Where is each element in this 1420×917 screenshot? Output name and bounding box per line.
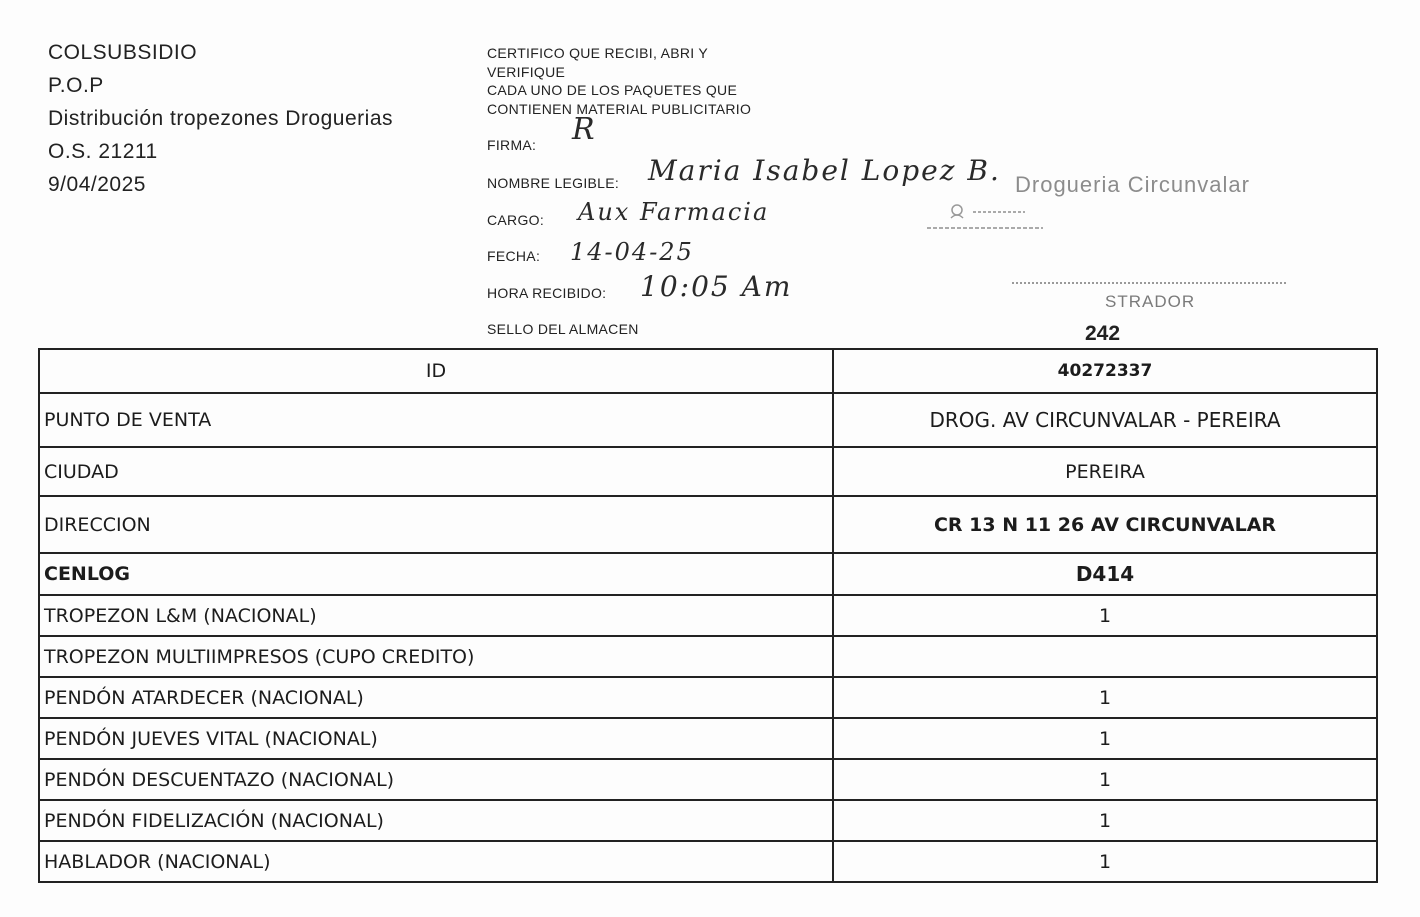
- item-qty: 1: [833, 800, 1377, 841]
- row-value: DROG. AV CIRCUNVALAR - PEREIRA: [833, 393, 1377, 447]
- cert-line: CADA UNO DE LOS PAQUETES QUE: [487, 82, 738, 98]
- item-label: PENDÓN ATARDECER (NACIONAL): [39, 677, 833, 718]
- stamp-divider: [1012, 282, 1286, 284]
- route-code: 242: [1085, 322, 1121, 345]
- item-qty: 1: [833, 718, 1377, 759]
- table-row: [39, 496, 1377, 553]
- item-label: TROPEZON L&M (NACIONAL): [39, 595, 833, 636]
- cert-line: VERIFIQUE: [487, 63, 566, 80]
- certification-text: [487, 44, 827, 118]
- cargo-label: CARGO:: [487, 212, 545, 228]
- distribution-description: Distribución tropezones Droguerias: [48, 107, 393, 130]
- item-qty: 1: [833, 759, 1377, 800]
- item-qty: 1: [833, 841, 1377, 882]
- item-qty: 1: [833, 677, 1377, 718]
- store-stamp: Drogueria Circunvalar: [1015, 172, 1250, 197]
- sello-label: SELLO DEL ALMACEN: [487, 321, 639, 337]
- delivery-table: [38, 348, 1378, 883]
- stamp-role: STRADOR: [1105, 292, 1196, 311]
- table-row: [39, 447, 1377, 496]
- header-block: [48, 36, 393, 201]
- item-label: PENDÓN FIDELIZACIÓN (NACIONAL): [39, 800, 833, 841]
- row-label: PUNTO DE VENTA: [39, 393, 833, 447]
- id-label: ID: [39, 349, 833, 393]
- item-qty: 1: [833, 595, 1377, 636]
- table-row: [39, 841, 1377, 882]
- handwritten-fecha: 14-04-25: [570, 238, 694, 266]
- table-row: [39, 677, 1377, 718]
- table-row: [39, 349, 1377, 393]
- table-row: [39, 759, 1377, 800]
- row-value: CR 13 N 11 26 AV CIRCUNVALAR: [833, 496, 1377, 553]
- id-value: 40272337: [833, 349, 1377, 393]
- order-number: O.S. 21211: [48, 140, 158, 163]
- hora-label: HORA RECIBIDO:: [487, 285, 607, 301]
- row-value: D414: [833, 553, 1377, 595]
- table-row: [39, 636, 1377, 677]
- row-value: PEREIRA: [833, 447, 1377, 496]
- firma-label: FIRMA:: [487, 137, 537, 153]
- document-date: 9/04/2025: [48, 173, 146, 196]
- table-row: [39, 595, 1377, 636]
- handwritten-hora: 10:05 Am: [640, 270, 793, 303]
- row-label: CENLOG: [39, 553, 833, 595]
- company-name: COLSUBSIDIO: [48, 41, 198, 64]
- item-qty: [833, 636, 1377, 677]
- item-label: TROPEZON MULTIIMPRESOS (CUPO CREDITO): [39, 636, 833, 677]
- row-label: DIRECCION: [39, 496, 833, 553]
- handwritten-name: Maria Isabel Lopez B.: [648, 154, 1001, 187]
- table-row: [39, 393, 1377, 447]
- stamp-logo-icon: [925, 198, 1045, 238]
- table-row: [39, 553, 1377, 595]
- item-label: HABLADOR (NACIONAL): [39, 841, 833, 882]
- table-row: [39, 718, 1377, 759]
- stamp-logo: [925, 198, 1045, 238]
- fecha-label: FECHA:: [487, 248, 541, 264]
- row-label: CIUDAD: [39, 447, 833, 496]
- cert-line: CERTIFICO QUE RECIBI, ABRI Y: [487, 45, 709, 61]
- table-row: [39, 800, 1377, 841]
- item-label: PENDÓN JUEVES VITAL (NACIONAL): [39, 718, 833, 759]
- item-label: PENDÓN DESCUENTAZO (NACIONAL): [39, 759, 833, 800]
- handwritten-cargo: Aux Farmacia: [578, 198, 770, 226]
- nombre-label: NOMBRE LEGIBLE:: [487, 175, 620, 191]
- program-name: P.O.P: [48, 74, 104, 97]
- signature: R: [572, 112, 597, 147]
- cert-line: CONTIENEN MATERIAL PUBLICITARIO: [487, 100, 752, 117]
